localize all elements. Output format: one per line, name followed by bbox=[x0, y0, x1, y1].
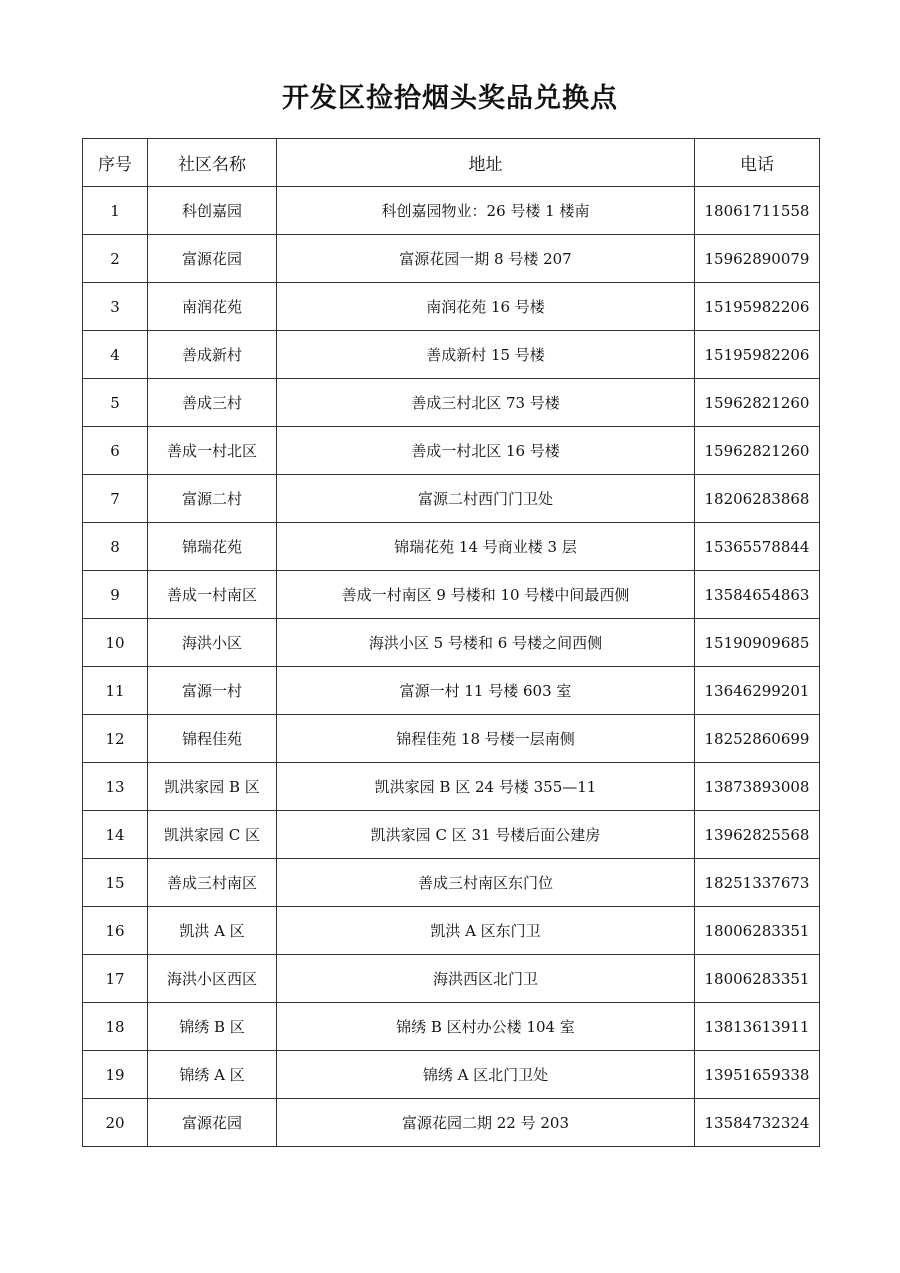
cell-address: 善成一村南区 9 号楼和 10 号楼中间最西侧 bbox=[277, 571, 695, 619]
cell-community: 海洪小区 bbox=[148, 619, 277, 667]
cell-no: 7 bbox=[83, 475, 148, 523]
cell-community: 富源花园 bbox=[148, 1099, 277, 1147]
cell-community: 凯洪家园 C 区 bbox=[148, 811, 277, 859]
table-row bbox=[83, 907, 820, 955]
cell-no: 8 bbox=[83, 523, 148, 571]
cell-community: 善成三村 bbox=[148, 379, 277, 427]
cell-community: 锦程佳苑 bbox=[148, 715, 277, 763]
cell-community: 锦瑞花苑 bbox=[148, 523, 277, 571]
cell-phone: 15962821260 bbox=[695, 379, 820, 427]
cell-phone: 15962890079 bbox=[695, 235, 820, 283]
cell-address: 善成三村南区东门位 bbox=[277, 859, 695, 907]
cell-community: 科创嘉园 bbox=[148, 187, 277, 235]
cell-no: 6 bbox=[83, 427, 148, 475]
cell-community: 富源花园 bbox=[148, 235, 277, 283]
table-header-row bbox=[83, 139, 820, 187]
header-address: 地址 bbox=[277, 139, 695, 187]
cell-address: 凯洪 A 区东门卫 bbox=[277, 907, 695, 955]
table-row bbox=[83, 715, 820, 763]
cell-phone: 15195982206 bbox=[695, 283, 820, 331]
cell-address: 凯洪家园 C 区 31 号楼后面公建房 bbox=[277, 811, 695, 859]
table-row bbox=[83, 667, 820, 715]
cell-address: 富源一村 11 号楼 603 室 bbox=[277, 667, 695, 715]
cell-address: 富源花园一期 8 号楼 207 bbox=[277, 235, 695, 283]
exchange-point-table bbox=[82, 138, 820, 1147]
cell-address: 锦绣 B 区村办公楼 104 室 bbox=[277, 1003, 695, 1051]
cell-community: 善成一村南区 bbox=[148, 571, 277, 619]
cell-address: 南润花苑 16 号楼 bbox=[277, 283, 695, 331]
table-row bbox=[83, 523, 820, 571]
cell-phone: 18206283868 bbox=[695, 475, 820, 523]
table-row bbox=[83, 763, 820, 811]
cell-community: 富源二村 bbox=[148, 475, 277, 523]
table-row bbox=[83, 1003, 820, 1051]
cell-community: 锦绣 A 区 bbox=[148, 1051, 277, 1099]
cell-no: 1 bbox=[83, 187, 148, 235]
header-no: 序号 bbox=[83, 139, 148, 187]
table-row bbox=[83, 1099, 820, 1147]
cell-phone: 13951659338 bbox=[695, 1051, 820, 1099]
cell-no: 9 bbox=[83, 571, 148, 619]
table-row bbox=[83, 331, 820, 379]
cell-community: 凯洪 A 区 bbox=[148, 907, 277, 955]
cell-phone: 13813613911 bbox=[695, 1003, 820, 1051]
cell-community: 善成新村 bbox=[148, 331, 277, 379]
cell-community: 善成三村南区 bbox=[148, 859, 277, 907]
table-row bbox=[83, 619, 820, 667]
table-row bbox=[83, 811, 820, 859]
cell-no: 10 bbox=[83, 619, 148, 667]
cell-phone: 13584732324 bbox=[695, 1099, 820, 1147]
cell-no: 20 bbox=[83, 1099, 148, 1147]
cell-phone: 15962821260 bbox=[695, 427, 820, 475]
cell-phone: 13584654863 bbox=[695, 571, 820, 619]
cell-phone: 18252860699 bbox=[695, 715, 820, 763]
cell-address: 富源二村西门门卫处 bbox=[277, 475, 695, 523]
cell-phone: 15365578844 bbox=[695, 523, 820, 571]
table-row bbox=[83, 859, 820, 907]
cell-phone: 18251337673 bbox=[695, 859, 820, 907]
table-row bbox=[83, 427, 820, 475]
table-row bbox=[83, 571, 820, 619]
cell-no: 2 bbox=[83, 235, 148, 283]
cell-address: 善成一村北区 16 号楼 bbox=[277, 427, 695, 475]
cell-no: 5 bbox=[83, 379, 148, 427]
cell-community: 凯洪家园 B 区 bbox=[148, 763, 277, 811]
cell-no: 16 bbox=[83, 907, 148, 955]
cell-address: 海洪西区北门卫 bbox=[277, 955, 695, 1003]
cell-address: 善成三村北区 73 号楼 bbox=[277, 379, 695, 427]
cell-no: 18 bbox=[83, 1003, 148, 1051]
cell-no: 12 bbox=[83, 715, 148, 763]
cell-no: 15 bbox=[83, 859, 148, 907]
cell-no: 13 bbox=[83, 763, 148, 811]
cell-address: 富源花园二期 22 号 203 bbox=[277, 1099, 695, 1147]
cell-address: 凯洪家园 B 区 24 号楼 355—11 bbox=[277, 763, 695, 811]
cell-address: 科创嘉园物业：26 号楼 1 楼南 bbox=[277, 187, 695, 235]
header-community: 社区名称 bbox=[148, 139, 277, 187]
cell-phone: 13962825568 bbox=[695, 811, 820, 859]
table-row bbox=[83, 475, 820, 523]
header-phone: 电话 bbox=[695, 139, 820, 187]
table-row bbox=[83, 1051, 820, 1099]
cell-address: 善成新村 15 号楼 bbox=[277, 331, 695, 379]
cell-community: 南润花苑 bbox=[148, 283, 277, 331]
cell-phone: 18006283351 bbox=[695, 955, 820, 1003]
cell-phone: 15195982206 bbox=[695, 331, 820, 379]
cell-phone: 18061711558 bbox=[695, 187, 820, 235]
cell-community: 善成一村北区 bbox=[148, 427, 277, 475]
page-title: 开发区捡拾烟头奖品兑换点 bbox=[282, 83, 618, 114]
cell-address: 锦程佳苑 18 号楼一层南侧 bbox=[277, 715, 695, 763]
cell-phone: 18006283351 bbox=[695, 907, 820, 955]
table-row bbox=[83, 955, 820, 1003]
cell-community: 海洪小区西区 bbox=[148, 955, 277, 1003]
cell-no: 11 bbox=[83, 667, 148, 715]
cell-address: 锦瑞花苑 14 号商业楼 3 层 bbox=[277, 523, 695, 571]
table-row bbox=[83, 379, 820, 427]
cell-no: 4 bbox=[83, 331, 148, 379]
cell-phone: 15190909685 bbox=[695, 619, 820, 667]
cell-address: 锦绣 A 区北门卫处 bbox=[277, 1051, 695, 1099]
cell-phone: 13873893008 bbox=[695, 763, 820, 811]
cell-phone: 13646299201 bbox=[695, 667, 820, 715]
table-row bbox=[83, 283, 820, 331]
cell-no: 19 bbox=[83, 1051, 148, 1099]
cell-no: 17 bbox=[83, 955, 148, 1003]
cell-community: 锦绣 B 区 bbox=[148, 1003, 277, 1051]
table-row bbox=[83, 235, 820, 283]
cell-no: 14 bbox=[83, 811, 148, 859]
cell-community: 富源一村 bbox=[148, 667, 277, 715]
table-row bbox=[83, 187, 820, 235]
cell-no: 3 bbox=[83, 283, 148, 331]
cell-address: 海洪小区 5 号楼和 6 号楼之间西侧 bbox=[277, 619, 695, 667]
